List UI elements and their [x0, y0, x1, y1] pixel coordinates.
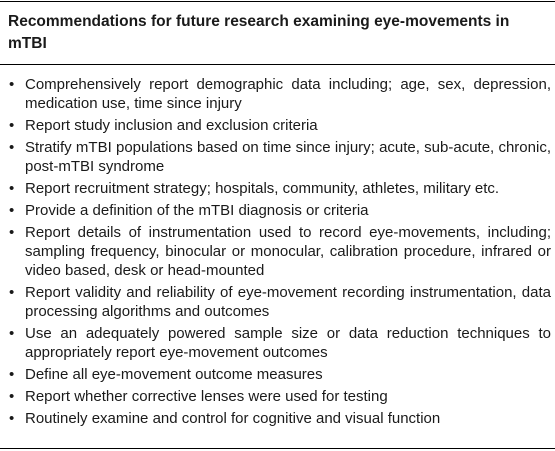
header-rule — [0, 64, 555, 65]
list-item — [0, 365, 555, 384]
bullet-icon: • — [9, 325, 15, 342]
recommendation-list — [0, 75, 555, 431]
bullet-icon: • — [9, 202, 15, 219]
table-header: Recommendations for future research examining eye-movements in mTBI — [8, 13, 510, 52]
top-rule — [0, 1, 555, 2]
list-item — [0, 201, 555, 220]
list-item — [0, 75, 555, 113]
bullet-icon: • — [9, 388, 15, 405]
bullet-icon: • — [9, 284, 15, 301]
list-item — [0, 179, 555, 198]
bullet-icon: • — [9, 76, 15, 93]
list-item-text: Report details of instrumentation used to record eye-movements, including; sampling frequency, binocular or monocular, calibration procedure, infrared or video based, desk or head-mounted — [25, 224, 551, 279]
bullet-icon: • — [9, 410, 15, 427]
bullet-icon: • — [9, 180, 15, 197]
bullet-icon: • — [9, 224, 15, 241]
list-item — [0, 387, 555, 406]
list-item — [0, 283, 555, 321]
bullet-icon: • — [9, 366, 15, 383]
list-item-text: Stratify mTBI populations based on time since injury; acute, sub-acute, chronic, post-mTBI syndrome — [25, 139, 551, 175]
bullet-icon: • — [9, 117, 15, 134]
list-item-text: Routinely examine and control for cognitive and visual function — [25, 410, 441, 427]
list-item-text: Report recruitment strategy; hospitals, community, athletes, military etc. — [25, 180, 500, 197]
list-item — [0, 223, 555, 280]
list-item-text: Comprehensively report demographic data including; age, sex, depression, medication use, time since injury — [25, 76, 551, 112]
list-item-text: Report study inclusion and exclusion criteria — [25, 117, 318, 134]
list-item — [0, 324, 555, 362]
list-item-text: Report whether corrective lenses were used for testing — [25, 388, 388, 405]
list-item-text: Use an adequately powered sample size or data reduction techniques to appropriately report eye-movement outcomes — [25, 325, 551, 361]
list-item-text: Define all eye-movement outcome measures — [25, 366, 323, 383]
list-item — [0, 138, 555, 176]
bottom-rule — [0, 448, 555, 449]
list-item — [0, 116, 555, 135]
bullet-icon: • — [9, 139, 15, 156]
list-item — [0, 409, 555, 428]
list-item-text: Provide a definition of the mTBI diagnosis or criteria — [25, 202, 369, 219]
list-item-text: Report validity and reliability of eye-movement recording instrumentation, data processing algorithms and outcomes — [25, 284, 551, 320]
